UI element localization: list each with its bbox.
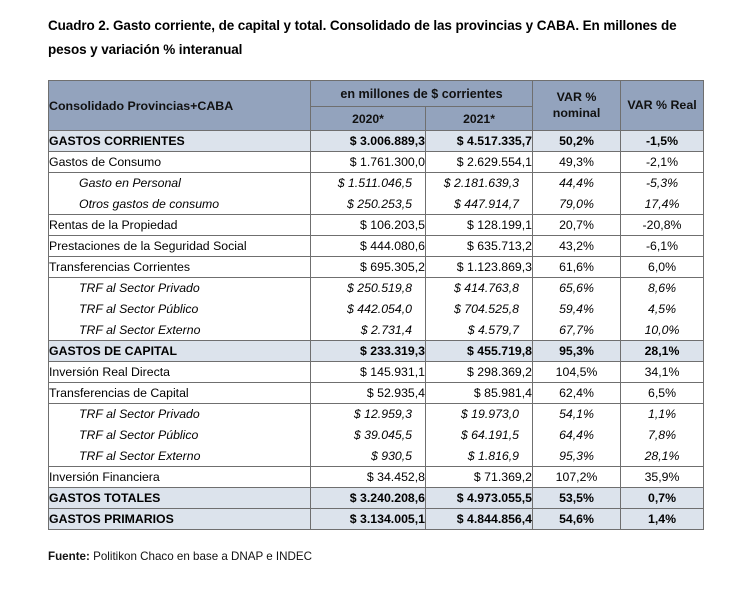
cell-amount-2021: $ 128.199,1 <box>426 215 533 236</box>
cell-label: Prestaciones de la Seguridad Social <box>49 236 311 257</box>
table-body <box>49 131 704 530</box>
table-row <box>49 173 704 194</box>
table-header-row-1 <box>49 81 704 107</box>
cell-amount-2021: $ 4.579,7 <box>426 320 533 341</box>
cell-label: TRF al Sector Privado <box>49 404 311 425</box>
cell-label: Gastos de Consumo <box>49 152 311 173</box>
table-row <box>49 404 704 425</box>
source-note-text: Politikon Chaco en base a DNAP e INDEC <box>93 550 312 563</box>
cell-var-nominal: 79,0% <box>533 194 621 215</box>
cell-label: TRF al Sector Privado <box>49 278 311 299</box>
cell-amount-2020: $ 250.519,8 <box>311 278 426 299</box>
cell-label: Rentas de la Propiedad <box>49 215 311 236</box>
table-row <box>49 299 704 320</box>
cell-label: TRF al Sector Externo <box>49 320 311 341</box>
cell-var-real: 6,5% <box>621 383 704 404</box>
cell-var-nominal: 54,6% <box>533 509 621 530</box>
cell-var-nominal: 65,6% <box>533 278 621 299</box>
cell-var-real: -2,1% <box>621 152 704 173</box>
cell-var-nominal: 50,2% <box>533 131 621 152</box>
cell-label: Transferencias de Capital <box>49 383 311 404</box>
cell-amount-2020: $ 3.006.889,3 <box>311 131 426 152</box>
cell-label: Transferencias Corrientes <box>49 257 311 278</box>
table-row <box>49 131 704 152</box>
cell-amount-2020: $ 3.134.005,1 <box>311 509 426 530</box>
cell-var-nominal: 104,5% <box>533 362 621 383</box>
table-row <box>49 362 704 383</box>
column-header-var-real: VAR % Real <box>621 81 704 131</box>
cell-amount-2020: $ 145.931,1 <box>311 362 426 383</box>
cell-label: GASTOS DE CAPITAL <box>49 341 311 362</box>
cell-label: TRF al Sector Público <box>49 425 311 446</box>
cell-amount-2020: $ 442.054,0 <box>311 299 426 320</box>
cell-amount-2021: $ 71.369,2 <box>426 467 533 488</box>
cell-amount-2020: $ 250.253,5 <box>311 194 426 215</box>
cell-var-real: 6,0% <box>621 257 704 278</box>
cell-amount-2020: $ 2.731,4 <box>311 320 426 341</box>
cell-var-nominal: 61,6% <box>533 257 621 278</box>
cell-label: Inversión Real Directa <box>49 362 311 383</box>
cell-label: GASTOS PRIMARIOS <box>49 509 311 530</box>
cell-amount-2021: $ 19.973,0 <box>426 404 533 425</box>
column-header-year-2020: 2020* <box>311 107 426 131</box>
table-row <box>49 383 704 404</box>
cell-var-real: -1,5% <box>621 131 704 152</box>
cell-label: Otros gastos de consumo <box>49 194 311 215</box>
cell-var-real: 8,6% <box>621 278 704 299</box>
cell-amount-2020: $ 106.203,5 <box>311 215 426 236</box>
cell-var-nominal: 20,7% <box>533 215 621 236</box>
table-row <box>49 320 704 341</box>
cell-var-nominal: 95,3% <box>533 446 621 467</box>
table-row <box>49 341 704 362</box>
cell-var-real: 7,8% <box>621 425 704 446</box>
table-row <box>49 152 704 173</box>
cell-var-real: 4,5% <box>621 299 704 320</box>
expenditure-table <box>48 80 704 530</box>
cell-amount-2021: $ 1.816,9 <box>426 446 533 467</box>
table-row <box>49 488 704 509</box>
cell-var-real: 17,4% <box>621 194 704 215</box>
cell-amount-2020: $ 12.959,3 <box>311 404 426 425</box>
cell-amount-2021: $ 635.713,2 <box>426 236 533 257</box>
cell-var-nominal: 53,5% <box>533 488 621 509</box>
column-header-entity: Consolidado Provincias+CABA <box>49 81 311 131</box>
cell-var-real: -20,8% <box>621 215 704 236</box>
cell-amount-2021: $ 64.191,5 <box>426 425 533 446</box>
source-note <box>48 550 312 563</box>
table-row <box>49 236 704 257</box>
cell-amount-2021: $ 414.763,8 <box>426 278 533 299</box>
cell-var-nominal: 62,4% <box>533 383 621 404</box>
cell-var-real: -6,1% <box>621 236 704 257</box>
cell-var-real: 10,0% <box>621 320 704 341</box>
cell-var-real: 1,1% <box>621 404 704 425</box>
cell-amount-2020: $ 695.305,2 <box>311 257 426 278</box>
cell-var-real: 35,9% <box>621 467 704 488</box>
table-row <box>49 278 704 299</box>
cell-var-real: -5,3% <box>621 173 704 194</box>
cell-amount-2020: $ 930,5 <box>311 446 426 467</box>
table-row <box>49 509 704 530</box>
cell-amount-2020: $ 233.319,3 <box>311 341 426 362</box>
cell-amount-2021: $ 85.981,4 <box>426 383 533 404</box>
cell-var-nominal: 49,3% <box>533 152 621 173</box>
cell-var-nominal: 59,4% <box>533 299 621 320</box>
cell-var-nominal: 95,3% <box>533 341 621 362</box>
cell-label: GASTOS TOTALES <box>49 488 311 509</box>
cell-amount-2021: $ 1.123.869,3 <box>426 257 533 278</box>
cell-var-real: 0,7% <box>621 488 704 509</box>
cell-label: TRF al Sector Externo <box>49 446 311 467</box>
cell-var-nominal: 64,4% <box>533 425 621 446</box>
cell-amount-2021: $ 704.525,8 <box>426 299 533 320</box>
cell-amount-2020: $ 444.080,6 <box>311 236 426 257</box>
table-row <box>49 446 704 467</box>
cell-var-nominal: 54,1% <box>533 404 621 425</box>
cell-var-nominal: 67,7% <box>533 320 621 341</box>
table-header <box>49 81 704 131</box>
cell-amount-2021: $ 447.914,7 <box>426 194 533 215</box>
cell-var-nominal: 43,2% <box>533 236 621 257</box>
cell-amount-2020: $ 3.240.208,6 <box>311 488 426 509</box>
cell-label: GASTOS CORRIENTES <box>49 131 311 152</box>
column-header-year-2021: 2021* <box>426 107 533 131</box>
cell-amount-2021: $ 455.719,8 <box>426 341 533 362</box>
cell-amount-2020: $ 39.045,5 <box>311 425 426 446</box>
cell-var-real: 1,4% <box>621 509 704 530</box>
cell-var-real: 28,1% <box>621 341 704 362</box>
cell-amount-2020: $ 1.511.046,5 <box>311 173 426 194</box>
table-row <box>49 194 704 215</box>
table-row <box>49 215 704 236</box>
cell-amount-2021: $ 2.629.554,1 <box>426 152 533 173</box>
cell-amount-2020: $ 1.761.300,0 <box>311 152 426 173</box>
cell-var-real: 34,1% <box>621 362 704 383</box>
cell-amount-2021: $ 298.369,2 <box>426 362 533 383</box>
cell-amount-2021: $ 2.181.639,3 <box>426 173 533 194</box>
cell-label: Inversión Financiera <box>49 467 311 488</box>
cell-label: Gasto en Personal <box>49 173 311 194</box>
cell-amount-2020: $ 34.452,8 <box>311 467 426 488</box>
cell-label: TRF al Sector Público <box>49 299 311 320</box>
column-header-var-nominal: VAR % nominal <box>533 81 621 131</box>
table-row <box>49 257 704 278</box>
cell-amount-2021: $ 4.973.055,5 <box>426 488 533 509</box>
cell-var-real: 28,1% <box>621 446 704 467</box>
table-row <box>49 425 704 446</box>
column-header-amounts-group: en millones de $ corrientes <box>311 81 533 107</box>
table-row <box>49 467 704 488</box>
cell-amount-2020: $ 52.935,4 <box>311 383 426 404</box>
cell-amount-2021: $ 4.844.856,4 <box>426 509 533 530</box>
cell-var-nominal: 44,4% <box>533 173 621 194</box>
page-title: Cuadro 2. Gasto corriente, de capital y total. Consolidado de las provincias y CABA. En millones de pesos y variación % interanual <box>48 18 677 57</box>
cell-var-nominal: 107,2% <box>533 467 621 488</box>
source-note-prefix: Fuente: <box>48 550 90 563</box>
cell-amount-2021: $ 4.517.335,7 <box>426 131 533 152</box>
